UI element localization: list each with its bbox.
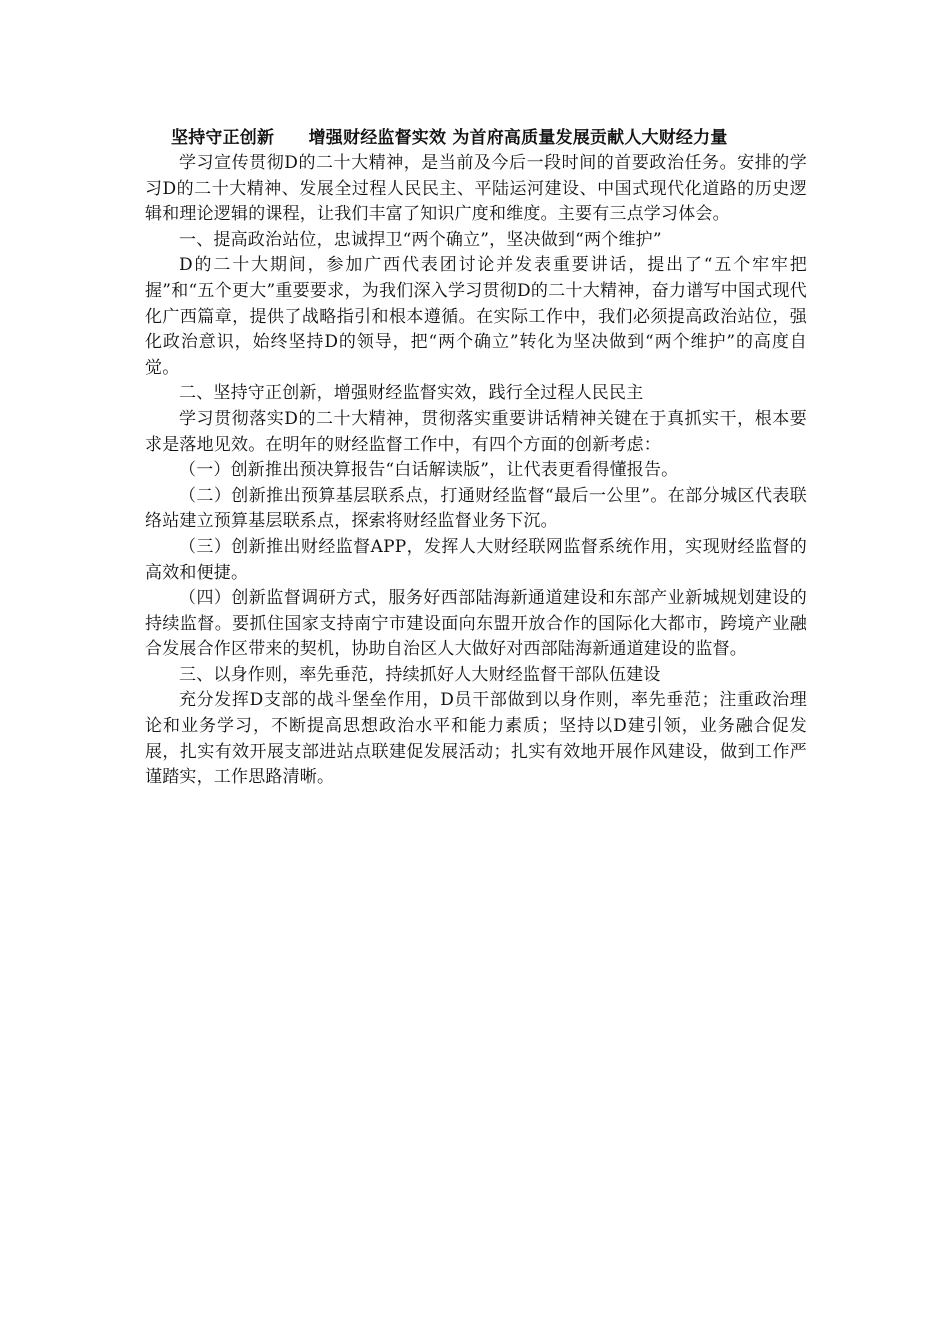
innovation-item-2: （二）创新推出预算基层联系点，打通财经监督“最后一公里”。在部分城区代表联络站建立预算基层联系点，探索将财经监督业务下沉。 [145,485,807,532]
section-3-paragraph: 充分发挥D支部的战斗堡垒作用，D员干部做到以身作则，率先垂范；注重政治理论和业务学习，不断提高思想政治水平和能力素质；坚持以D建引领，业务融合促发展，扎实有效开展支部进站点联建促发展活动；扎实有效地开展作风建设，做到工作严谨踏实，工作思路清晰。 [145,690,807,788]
section-1-paragraph: D的二十大期间，参加广西代表团讨论并发表重要讲话，提出了“五个牢牢把握”和“五个更大”重要要求，为我们深入学习贯彻D的二十大精神，奋力谱写中国式现代化广西篇章，提供了战略指引和根本遵循。在实际工作中，我们必须提高政治站位，强化政治意识，始终坚持D的领导，把“两个确立”转化为坚决做到“两个维护”的高度自觉。 [145,255,807,378]
document-body [145,126,807,791]
innovation-item-1: （一）创新推出预决算报告“白话解读版”，让代表更看得懂报告。 [179,460,679,481]
innovation-item-3: （三）创新推出财经监督APP，发挥人大财经联网监督系统作用，实现财经监督的高效和便捷。 [145,536,807,583]
innovation-item-4: （四）创新监督调研方式，服务好西部陆海新通道建设和东部产业新城规划建设的持续监督。要抓住国家支持南宁市建设面向东盟开放合作的国际化大都市，跨境产业融合发展合作区带来的契机，协助自治区人大做好对西部陆海新通道建设的监督。 [145,588,807,660]
section-heading-2: 二、坚持守正创新，增强财经监督实效，践行全过程人民民主 [179,383,644,404]
section-heading-1: 一、提高政治站位，忠诚捍卫“两个确立”，坚决做到“两个维护” [179,229,662,250]
intro-paragraph: 学习宣传贯彻D的二十大精神，是当前及今后一段时间的首要政治任务。安排的学习D的二十大精神、发展全过程人民民主、平陆运河建设、中国式现代化道路的历史逻辑和理论逻辑的课程，让我们丰富了知识广度和维度。主要有三点学习体会。 [145,153,807,225]
document-title: 坚持守正创新 增强财经监督实效 为首府高质量发展贡献人大财经力量 [171,128,728,148]
section-2-paragraph: 学习贯彻落实D的二十大精神，贯彻落实重要讲话精神关键在于真抓实干，根本要求是落地见效。在明年的财经监督工作中，有四个方面的创新考虑： [145,408,807,455]
section-heading-3: 三、以身作则，率先垂范，持续抓好人大财经监督干部队伍建设 [179,664,661,685]
